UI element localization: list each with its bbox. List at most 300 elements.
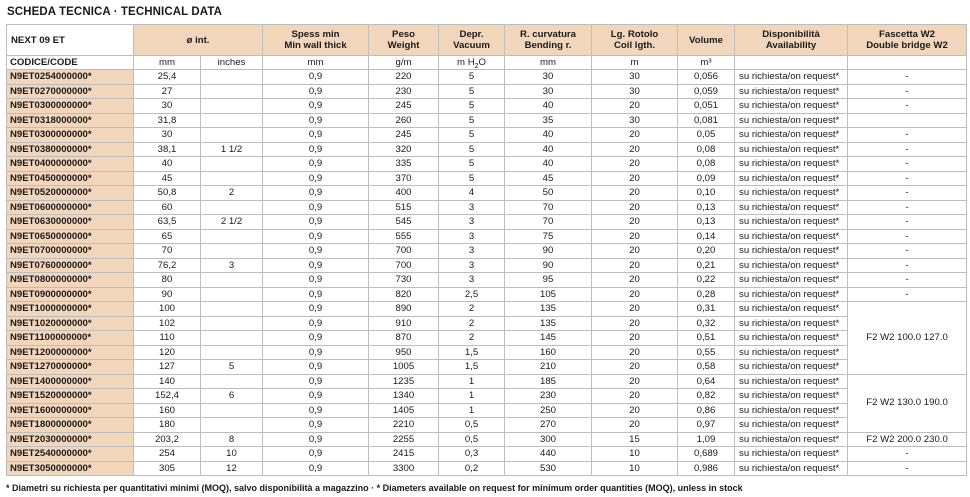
diameter-mm: 60 (134, 200, 201, 215)
coil-length: 20 (592, 389, 678, 404)
diameter-mm: 160 (134, 403, 201, 418)
diameter-inches (201, 273, 263, 288)
diameter-mm: 31,8 (134, 113, 201, 128)
table-row (7, 128, 967, 143)
table-row (7, 345, 967, 360)
diameter-mm: 90 (134, 287, 201, 302)
availability: su richiesta/on request* (735, 99, 848, 114)
diameter-mm: 120 (134, 345, 201, 360)
diameter-mm: 63,5 (134, 215, 201, 230)
coil-length: 20 (592, 287, 678, 302)
coil-length: 20 (592, 157, 678, 172)
vacuum: 3 (439, 215, 505, 230)
availability: su richiesta/on request* (735, 302, 848, 317)
double-bridge (848, 113, 967, 128)
wall-thickness: 0,9 (263, 389, 369, 404)
wall-thickness: 0,9 (263, 447, 369, 462)
table-row (7, 447, 967, 462)
weight: 700 (369, 258, 439, 273)
table-row (7, 302, 967, 317)
volume: 0,14 (678, 229, 735, 244)
vacuum: 2 (439, 331, 505, 346)
wall-thickness: 0,9 (263, 200, 369, 215)
double-bridge: - (848, 273, 967, 288)
col-header-volume: Volume (678, 25, 735, 56)
part-code: N9ET0300000000* (7, 99, 134, 114)
table-row (7, 70, 967, 85)
diameter-mm: 25,4 (134, 70, 201, 85)
diameter-mm: 70 (134, 244, 201, 259)
part-code: N9ET0700000000* (7, 244, 134, 259)
weight: 400 (369, 186, 439, 201)
diameter-inches (201, 316, 263, 331)
vacuum: 3 (439, 200, 505, 215)
weight: 320 (369, 142, 439, 157)
vacuum: 0,5 (439, 418, 505, 433)
bending-radius: 160 (505, 345, 592, 360)
bending-radius: 70 (505, 215, 592, 230)
volume: 0,051 (678, 99, 735, 114)
volume: 0,05 (678, 128, 735, 143)
weight: 260 (369, 113, 439, 128)
bending-radius: 30 (505, 70, 592, 85)
part-code: N9ET0760000000* (7, 258, 134, 273)
volume: 1,09 (678, 432, 735, 447)
coil-length: 20 (592, 273, 678, 288)
volume: 0,64 (678, 374, 735, 389)
wall-thickness: 0,9 (263, 287, 369, 302)
diameter-inches (201, 302, 263, 317)
volume: 0,58 (678, 360, 735, 375)
volume: 0,51 (678, 331, 735, 346)
vacuum: 1 (439, 403, 505, 418)
vacuum: 1,5 (439, 345, 505, 360)
availability: su richiesta/on request* (735, 258, 848, 273)
availability: su richiesta/on request* (735, 418, 848, 433)
bending-radius: 145 (505, 331, 592, 346)
table-row (7, 432, 967, 447)
vacuum: 2 (439, 302, 505, 317)
part-code: N9ET1100000000* (7, 331, 134, 346)
bending-radius: 250 (505, 403, 592, 418)
diameter-inches (201, 200, 263, 215)
code-header: CODICE/CODE (7, 56, 134, 70)
table-row (7, 374, 967, 389)
vacuum: 0,5 (439, 432, 505, 447)
coil-length: 10 (592, 447, 678, 462)
part-code: N9ET1800000000* (7, 418, 134, 433)
diameter-inches: 12 (201, 461, 263, 476)
table-body (7, 70, 967, 476)
vacuum: 0,3 (439, 447, 505, 462)
vacuum: 2 (439, 316, 505, 331)
col-header-vacuum: Depr. Vacuum (439, 25, 505, 56)
bending-radius: 40 (505, 142, 592, 157)
unit-diameter-inches: inches (201, 56, 263, 70)
unit-coil: m (592, 56, 678, 70)
diameter-mm: 50,8 (134, 186, 201, 201)
table-header-row (7, 25, 967, 56)
col-header-weight: Peso Weight (369, 25, 439, 56)
coil-length: 20 (592, 215, 678, 230)
diameter-mm: 30 (134, 99, 201, 114)
table-row (7, 84, 967, 99)
volume: 0,86 (678, 403, 735, 418)
double-bridge: - (848, 142, 967, 157)
diameter-inches (201, 418, 263, 433)
part-code: N9ET1520000000* (7, 389, 134, 404)
wall-thickness: 0,9 (263, 418, 369, 433)
diameter-inches: 2 (201, 186, 263, 201)
col-header-bending: R. curvatura Bending r. (505, 25, 592, 56)
page-title: SCHEDA TECNICA · TECHNICAL DATA (7, 6, 222, 18)
part-code: N9ET1600000000* (7, 403, 134, 418)
unit-volume: m³ (678, 56, 735, 70)
weight: 2415 (369, 447, 439, 462)
weight: 335 (369, 157, 439, 172)
part-code: N9ET0800000000* (7, 273, 134, 288)
availability: su richiesta/on request* (735, 374, 848, 389)
weight: 1340 (369, 389, 439, 404)
weight: 890 (369, 302, 439, 317)
part-code: N9ET0650000000* (7, 229, 134, 244)
volume: 0,32 (678, 316, 735, 331)
wall-thickness: 0,9 (263, 403, 369, 418)
table-row (7, 461, 967, 476)
part-code: N9ET3050000000* (7, 461, 134, 476)
availability: su richiesta/on request* (735, 287, 848, 302)
coil-length: 20 (592, 186, 678, 201)
diameter-inches (201, 229, 263, 244)
wall-thickness: 0,9 (263, 374, 369, 389)
wall-thickness: 0,9 (263, 186, 369, 201)
diameter-mm: 38,1 (134, 142, 201, 157)
diameter-mm: 305 (134, 461, 201, 476)
diameter-mm: 30 (134, 128, 201, 143)
diameter-inches: 2 1/2 (201, 215, 263, 230)
col-header-coil: Lg. Rotolo Coil lgth. (592, 25, 678, 56)
diameter-inches (201, 287, 263, 302)
double-bridge: - (848, 287, 967, 302)
part-code: N9ET0900000000* (7, 287, 134, 302)
vacuum: 2,5 (439, 287, 505, 302)
col-header-thickness: Spess min Min wall thick (263, 25, 369, 56)
diameter-mm: 65 (134, 229, 201, 244)
bending-radius: 90 (505, 244, 592, 259)
volume: 0,10 (678, 186, 735, 201)
bending-radius: 300 (505, 432, 592, 447)
bending-radius: 35 (505, 113, 592, 128)
coil-length: 20 (592, 403, 678, 418)
wall-thickness: 0,9 (263, 229, 369, 244)
availability: su richiesta/on request* (735, 70, 848, 85)
coil-length: 20 (592, 374, 678, 389)
diameter-mm: 102 (134, 316, 201, 331)
model-name: NEXT 09 ET (7, 25, 134, 56)
volume: 0,056 (678, 70, 735, 85)
table-row (7, 229, 967, 244)
bending-radius: 230 (505, 389, 592, 404)
weight: 555 (369, 229, 439, 244)
volume: 0,08 (678, 157, 735, 172)
coil-length: 20 (592, 331, 678, 346)
availability: su richiesta/on request* (735, 403, 848, 418)
part-code: N9ET0600000000* (7, 200, 134, 215)
diameter-inches (201, 171, 263, 186)
double-bridge: - (848, 99, 967, 114)
footnote: * Diametri su richiesta per quantitativi minimi (MOQ), salvo disponibilità a magazzino · * Diameters available on request for minimum order quantities (MOQ), unless in stock (6, 483, 743, 493)
availability: su richiesta/on request* (735, 171, 848, 186)
table-row (7, 186, 967, 201)
availability: su richiesta/on request* (735, 273, 848, 288)
diameter-inches (201, 70, 263, 85)
diameter-mm: 152,4 (134, 389, 201, 404)
vacuum: 5 (439, 70, 505, 85)
weight: 820 (369, 287, 439, 302)
coil-length: 20 (592, 360, 678, 375)
table-row (7, 215, 967, 230)
bending-radius: 270 (505, 418, 592, 433)
col-header-diameter: ø int. (134, 25, 263, 56)
vacuum: 5 (439, 157, 505, 172)
weight: 3300 (369, 461, 439, 476)
diameter-mm: 27 (134, 84, 201, 99)
table-row (7, 157, 967, 172)
diameter-mm: 40 (134, 157, 201, 172)
wall-thickness: 0,9 (263, 128, 369, 143)
wall-thickness: 0,9 (263, 171, 369, 186)
volume: 0,20 (678, 244, 735, 259)
weight: 700 (369, 244, 439, 259)
double-bridge: - (848, 171, 967, 186)
wall-thickness: 0,9 (263, 244, 369, 259)
coil-length: 20 (592, 171, 678, 186)
diameter-inches (201, 345, 263, 360)
table-row (7, 142, 967, 157)
double-bridge: - (848, 258, 967, 273)
coil-length: 20 (592, 142, 678, 157)
availability: su richiesta/on request* (735, 142, 848, 157)
vacuum: 5 (439, 142, 505, 157)
double-bridge: - (848, 128, 967, 143)
diameter-inches: 6 (201, 389, 263, 404)
diameter-inches: 1 1/2 (201, 142, 263, 157)
col-header-availability: Disponibilità Availability (735, 25, 848, 56)
coil-length: 20 (592, 302, 678, 317)
coil-length: 15 (592, 432, 678, 447)
part-code: N9ET0380000000* (7, 142, 134, 157)
diameter-mm: 45 (134, 171, 201, 186)
availability: su richiesta/on request* (735, 113, 848, 128)
volume: 0,059 (678, 84, 735, 99)
vacuum: 3 (439, 244, 505, 259)
availability: su richiesta/on request* (735, 389, 848, 404)
coil-length: 20 (592, 316, 678, 331)
coil-length: 20 (592, 200, 678, 215)
vacuum: 5 (439, 99, 505, 114)
coil-length: 20 (592, 418, 678, 433)
part-code: N9ET1400000000* (7, 374, 134, 389)
wall-thickness: 0,9 (263, 258, 369, 273)
table-row (7, 258, 967, 273)
table-row (7, 316, 967, 331)
availability: su richiesta/on request* (735, 200, 848, 215)
table-row (7, 389, 967, 404)
double-bridge: - (848, 186, 967, 201)
table-row (7, 360, 967, 375)
double-bridge: - (848, 461, 967, 476)
diameter-inches: 5 (201, 360, 263, 375)
weight: 1235 (369, 374, 439, 389)
wall-thickness: 0,9 (263, 157, 369, 172)
volume: 0,13 (678, 215, 735, 230)
wall-thickness: 0,9 (263, 331, 369, 346)
double-bridge: - (848, 215, 967, 230)
double-bridge: - (848, 84, 967, 99)
weight: 730 (369, 273, 439, 288)
weight: 230 (369, 84, 439, 99)
part-code: N9ET1270000000* (7, 360, 134, 375)
diameter-inches (201, 99, 263, 114)
wall-thickness: 0,9 (263, 70, 369, 85)
diameter-mm: 140 (134, 374, 201, 389)
part-code: N9ET0450000000* (7, 171, 134, 186)
volume: 0,21 (678, 258, 735, 273)
bending-radius: 135 (505, 316, 592, 331)
diameter-mm: 80 (134, 273, 201, 288)
availability: su richiesta/on request* (735, 447, 848, 462)
availability: su richiesta/on request* (735, 345, 848, 360)
part-code: N9ET1020000000* (7, 316, 134, 331)
availability: su richiesta/on request* (735, 157, 848, 172)
diameter-inches: 3 (201, 258, 263, 273)
wall-thickness: 0,9 (263, 142, 369, 157)
diameter-inches: 10 (201, 447, 263, 462)
bending-radius: 50 (505, 186, 592, 201)
diameter-mm: 110 (134, 331, 201, 346)
coil-length: 20 (592, 128, 678, 143)
vacuum: 3 (439, 229, 505, 244)
diameter-inches (201, 128, 263, 143)
weight: 545 (369, 215, 439, 230)
weight: 1405 (369, 403, 439, 418)
wall-thickness: 0,9 (263, 316, 369, 331)
bending-radius: 135 (505, 302, 592, 317)
double-bridge: - (848, 157, 967, 172)
diameter-inches (201, 244, 263, 259)
part-code: N9ET2540000000* (7, 447, 134, 462)
part-code: N9ET0270000000* (7, 84, 134, 99)
diameter-inches (201, 157, 263, 172)
table-row (7, 113, 967, 128)
availability: su richiesta/on request* (735, 229, 848, 244)
wall-thickness: 0,9 (263, 273, 369, 288)
diameter-inches: 8 (201, 432, 263, 447)
part-code: N9ET0254000000* (7, 70, 134, 85)
double-bridge: - (848, 244, 967, 259)
wall-thickness: 0,9 (263, 432, 369, 447)
volume: 0,28 (678, 287, 735, 302)
table-row (7, 403, 967, 418)
diameter-mm: 76,2 (134, 258, 201, 273)
part-code: N9ET0318000000* (7, 113, 134, 128)
vacuum: 1,5 (439, 360, 505, 375)
bending-radius: 40 (505, 128, 592, 143)
part-code: N9ET0400000000* (7, 157, 134, 172)
table-row (7, 171, 967, 186)
wall-thickness: 0,9 (263, 302, 369, 317)
vacuum: 1 (439, 389, 505, 404)
part-code: N9ET0300000000* (7, 128, 134, 143)
table-row (7, 273, 967, 288)
part-code: N9ET0630000000* (7, 215, 134, 230)
double-bridge: - (848, 200, 967, 215)
wall-thickness: 0,9 (263, 113, 369, 128)
diameter-mm: 180 (134, 418, 201, 433)
double-bridge: F2 W2 130.0 190.0 (848, 374, 967, 432)
availability: su richiesta/on request* (735, 84, 848, 99)
weight: 950 (369, 345, 439, 360)
availability: su richiesta/on request* (735, 316, 848, 331)
coil-length: 20 (592, 229, 678, 244)
diameter-mm: 100 (134, 302, 201, 317)
diameter-inches (201, 84, 263, 99)
bending-radius: 95 (505, 273, 592, 288)
volume: 0,31 (678, 302, 735, 317)
wall-thickness: 0,9 (263, 360, 369, 375)
weight: 870 (369, 331, 439, 346)
volume: 0,08 (678, 142, 735, 157)
bending-radius: 75 (505, 229, 592, 244)
table-row (7, 418, 967, 433)
double-bridge: - (848, 447, 967, 462)
coil-length: 30 (592, 84, 678, 99)
volume: 0,97 (678, 418, 735, 433)
bending-radius: 210 (505, 360, 592, 375)
double-bridge: F2 W2 100.0 127.0 (848, 302, 967, 375)
wall-thickness: 0,9 (263, 461, 369, 476)
volume: 0,986 (678, 461, 735, 476)
availability: su richiesta/on request* (735, 461, 848, 476)
table-row (7, 331, 967, 346)
unit-bridge (848, 56, 967, 70)
bending-radius: 90 (505, 258, 592, 273)
diameter-inches (201, 374, 263, 389)
bending-radius: 70 (505, 200, 592, 215)
col-header-bridge: Fascetta W2 Double bridge W2 (848, 25, 967, 56)
diameter-mm: 254 (134, 447, 201, 462)
unit-diameter-mm: mm (134, 56, 201, 70)
table-row (7, 99, 967, 114)
bending-radius: 30 (505, 84, 592, 99)
diameter-inches (201, 113, 263, 128)
weight: 220 (369, 70, 439, 85)
part-code: N9ET1000000000* (7, 302, 134, 317)
bending-radius: 40 (505, 157, 592, 172)
volume: 0,55 (678, 345, 735, 360)
weight: 245 (369, 128, 439, 143)
volume: 0,09 (678, 171, 735, 186)
availability: su richiesta/on request* (735, 331, 848, 346)
vacuum: 5 (439, 128, 505, 143)
vacuum: 1 (439, 374, 505, 389)
coil-length: 20 (592, 99, 678, 114)
weight: 515 (369, 200, 439, 215)
diameter-inches (201, 331, 263, 346)
unit-bending: mm (505, 56, 592, 70)
vacuum: 4 (439, 186, 505, 201)
weight: 370 (369, 171, 439, 186)
